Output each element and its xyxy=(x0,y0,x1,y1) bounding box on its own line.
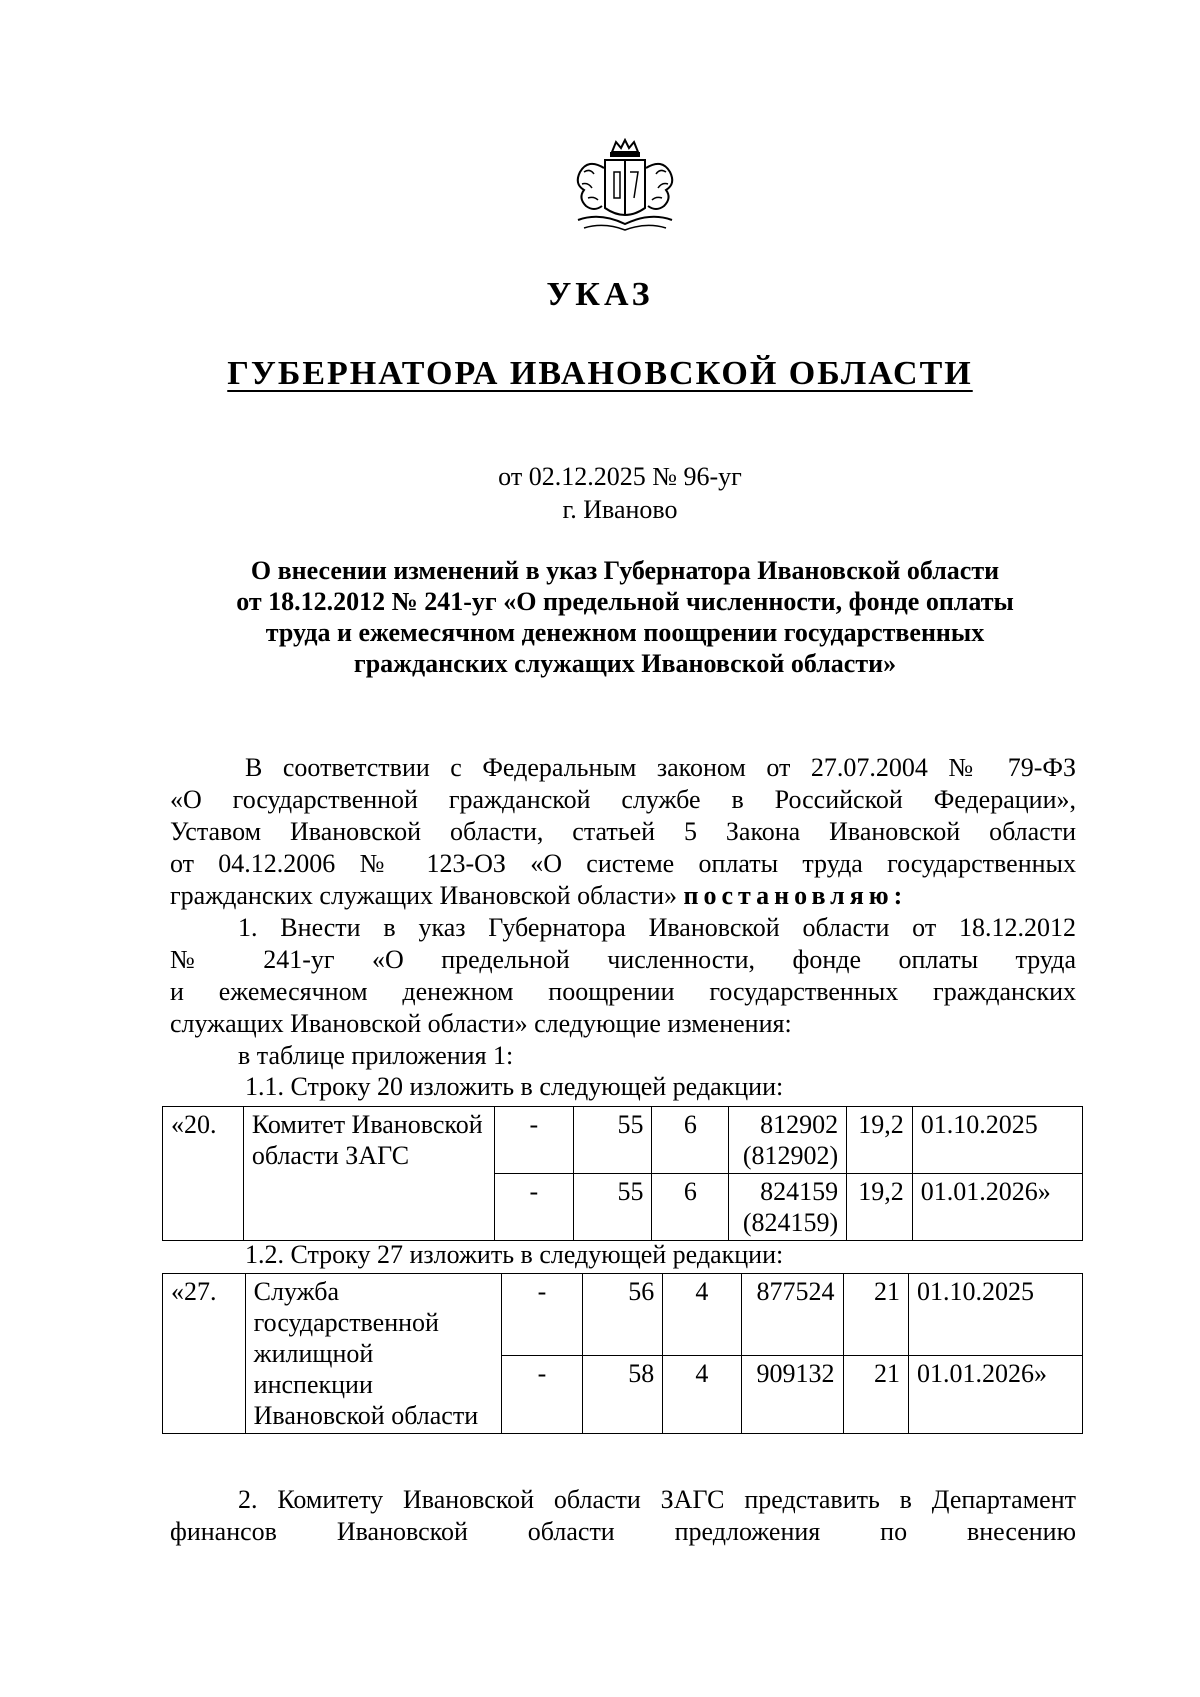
decree-word: постановляю: xyxy=(683,881,908,910)
table-row: - 55 6 824159 (824159) 19,2 01.01.2026» xyxy=(163,1174,1083,1241)
table-row: «27. Служба государственной жилищной инспекции Ивановской области - 56 4 877524 21 01.10.2025 xyxy=(163,1274,1083,1356)
city: г. Иваново xyxy=(562,495,678,524)
item-1: 1. Внести в указ Губернатора Ивановской области от 18.12.2012 xyxy=(238,913,1076,942)
item-2: 2. Комитету Ивановской области ЗАГС представить в Департамент финансов Ивановской области предложения по внесению xyxy=(170,1485,1076,1546)
document-title: УКАЗ xyxy=(546,276,654,313)
caption-row-27: 1.2. Строку 27 изложить в следующей редакции: xyxy=(245,1240,784,1269)
caption-row-20: 1.1. Строку 20 изложить в следующей редакции: xyxy=(245,1072,784,1101)
table-row: «20. Комитет Ивановской области ЗАГС - 55 6 812902 (812902) 19,2 01.10.2025 xyxy=(163,1107,1083,1174)
coat-of-arms-icon xyxy=(560,138,690,238)
table-row-20 xyxy=(162,1106,1083,1241)
table-row: - 58 4 909132 21 01.01.2026» xyxy=(163,1356,1083,1434)
table-intro: в таблице приложения 1: xyxy=(238,1041,514,1070)
date-number: от 02.12.2025 № 96-уг xyxy=(498,462,742,491)
table-row-27 xyxy=(162,1273,1083,1434)
preamble: В соответствии с Федеральным законом от 27.07.2004 № 79-ФЗ «О государственной гражданской службе в Российской Федерации», Уставом Ивановской области, статьей 5 Закона Ивановской области от 04.12.2006 № 123-ОЗ «О системе оплаты труда государственных гражданских служащих Ивановской области» постановляю: 1. Внести в указ Губернатора Ивановской области от 18.12.2012 № 241-уг «О предельной численности, фонде оплаты труда и ежемесячном денежном поощрении государственных гражданских служащих Ивановской области» следующие изменения: в таблице приложения 1: xyxy=(170,753,1076,1070)
issuer-title: ГУБЕРНАТОРА ИВАНОВСКОЙ ОБЛАСТИ xyxy=(227,355,973,392)
subject-heading: О внесении изменений в указ Губернатора Ивановской области от 18.12.2012 № 241-уг «О предельной численности, фонде оплаты труда и ежемесячном денежном поощрении государственных гражданских служащих Ивановской области» xyxy=(236,556,1014,678)
